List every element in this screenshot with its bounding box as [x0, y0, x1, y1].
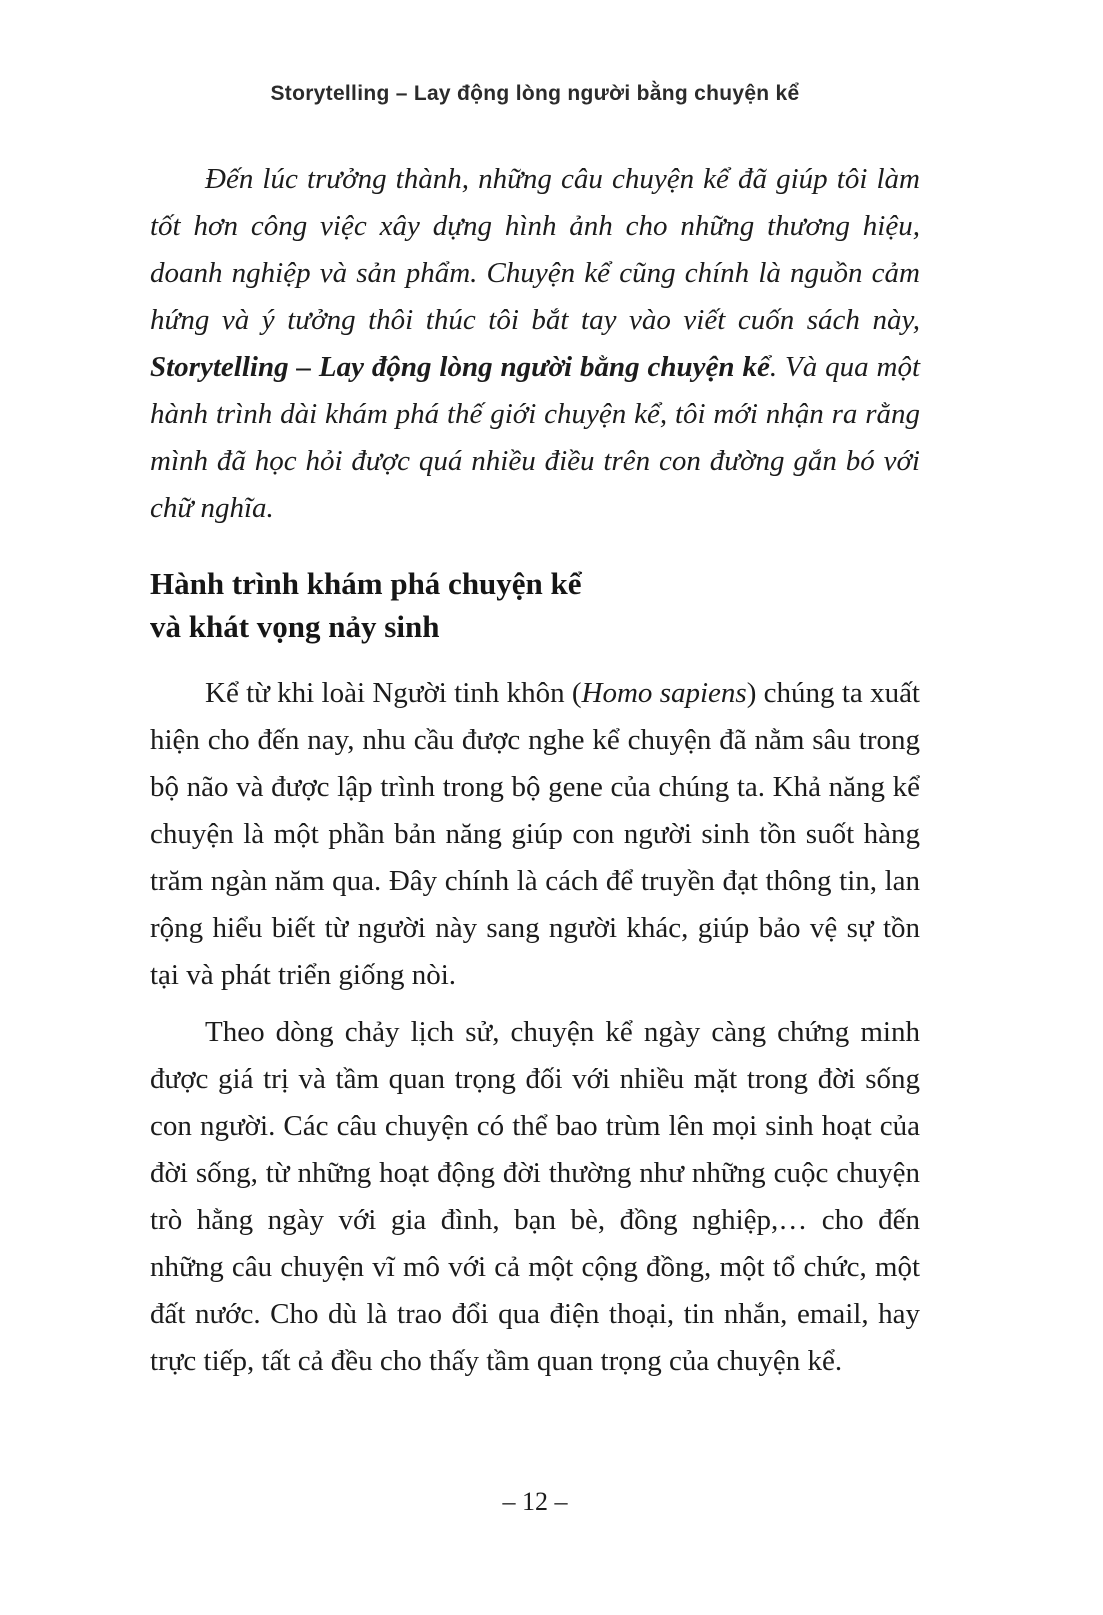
section-heading-line-1: Hành trình khám phá chuyện kể	[150, 566, 582, 601]
section-heading-line-2: và khát vọng nảy sinh	[150, 609, 440, 644]
book-title-text: Storytelling – Lay động lòng người bằng chuyện kể	[150, 351, 770, 383]
intro-tail-text: . Và qua một hành trình dài khám phá thế giới chuyện kể, tôi mới nhận ra rằng mình đã học hỏi được quá nhiều điều trên con đường gắn bó với chữ nghĩa.	[150, 351, 921, 524]
section-heading	[150, 562, 920, 648]
latin-term: Homo sapiens	[581, 677, 747, 709]
paragraph-origin-before: Kể từ khi loài Người tinh khôn (	[205, 677, 582, 709]
intro-paragraph	[150, 156, 920, 532]
intro-lead-text: Đến lúc trưởng thành, những câu chuyện kể đã giúp tôi làm tốt hơn công việc xây dựng hình ảnh cho những thương hiệu, doanh nghiệp và sản phẩm. Chuyện kể cũng chính là nguồn cảm hứng và ý tưởng thôi thúc tôi bắt tay vào viết cuốn sách này,	[150, 163, 920, 336]
paragraph-origin	[150, 670, 920, 999]
paragraph-history: Theo dòng chảy lịch sử, chuyện kể ngày càng chứng minh được giá trị và tầm quan trọng đối với nhiều mặt trong đời sống con người. Các câu chuyện có thể bao trùm lên mọi sinh hoạt của đời sống, từ những hoạt động đời thường như những cuộc chuyện trò hằng ngày với gia đình, bạn bè, đồng nghiệp,… cho đến những câu chuyện vĩ mô với cả một cộng đồng, một tổ chức, một đất nước. Cho dù là trao đổi qua điện thoại, tin nhắn, email, hay trực tiếp, tất cả đều cho thấy tầm quan trọng của chuyện kể.	[150, 1016, 920, 1377]
page-number: – 12 –	[502, 1487, 568, 1516]
running-header: Storytelling – Lay động lòng người bằng chuyện kể	[270, 82, 800, 105]
paragraph-origin-after: ) chúng ta xuất hiện cho đến nay, nhu cầu được nghe kể chuyện đã nằm sâu trong bộ não và được lập trình trong bộ gene của chúng ta. Khả năng kể chuyện là một phần bản năng giúp con người sinh tồn suốt hàng trăm ngàn năm qua. Đây chính là cách để truyền đạt thông tin, lan rộng hiểu biết từ người này sang người khác, giúp bảo vệ sự tồn tại và phát triển giống nòi.	[150, 677, 920, 991]
